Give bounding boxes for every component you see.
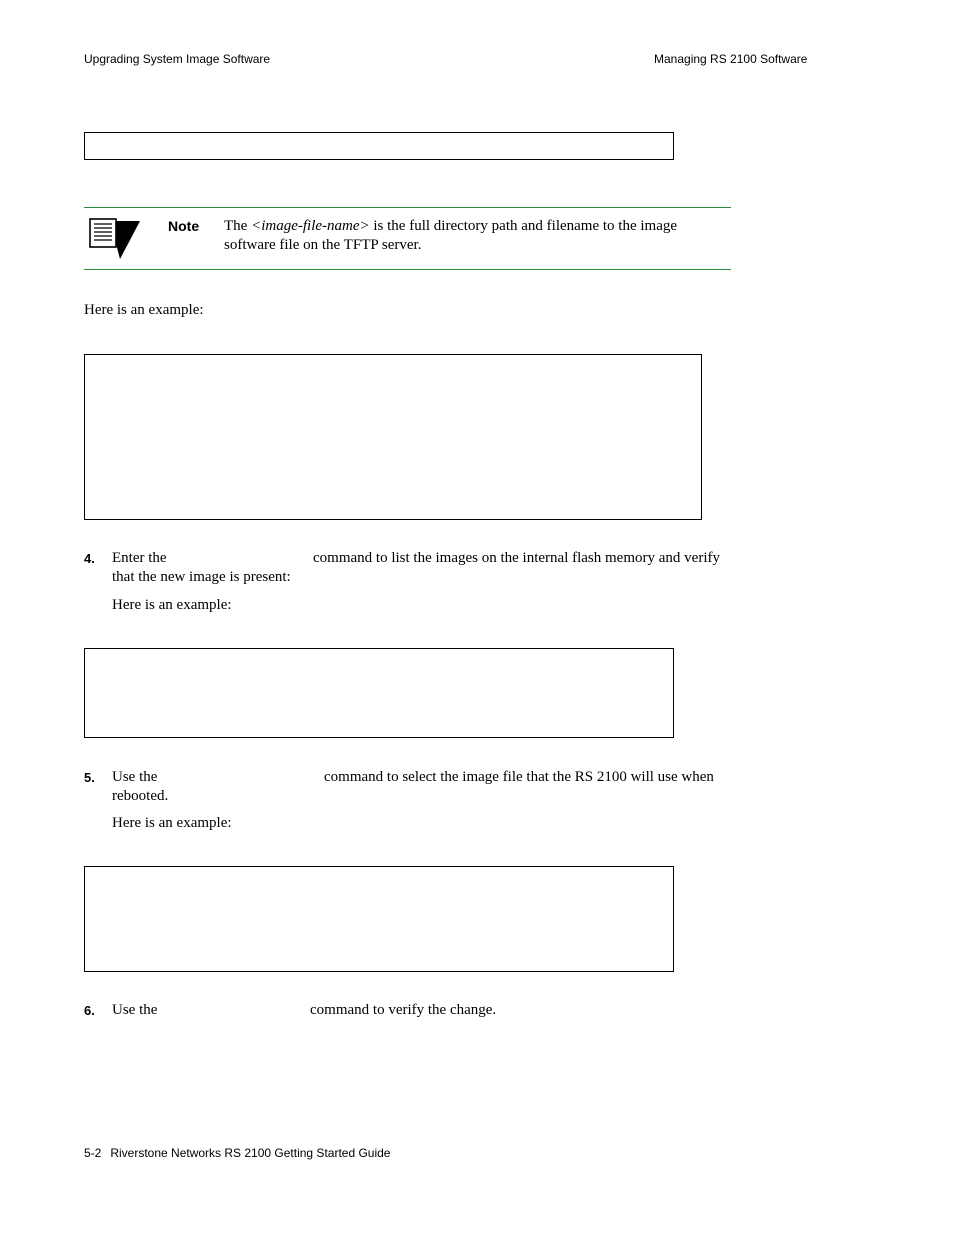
intro-example-text: Here is an example: (84, 302, 204, 318)
step-4-line2: that the new image is present: (112, 569, 291, 585)
footer-title: Riverstone Networks RS 2100 Getting Started Guide (110, 1146, 391, 1160)
step-4-text (112, 549, 732, 587)
example-code-box-2 (84, 648, 674, 738)
step-4-pre: Enter the (112, 550, 167, 566)
step-5-text (112, 768, 732, 806)
running-header-right: Managing RS 2100 Software (654, 52, 808, 66)
page-footer (84, 1146, 390, 1160)
note-top-rule (84, 207, 731, 208)
step-5-pre: Use the (112, 769, 158, 785)
step-5-line2: rebooted. (112, 788, 169, 804)
example-code-box-3 (84, 866, 674, 972)
step-4-post: command to list the images on the internal flash memory and verify (313, 550, 720, 566)
step-6-number: 6. (84, 1003, 95, 1018)
note-text-post: is the full directory path and filename to the image (369, 218, 678, 234)
running-header-left: Upgrading System Image Software (84, 52, 271, 66)
note-icon (86, 217, 142, 261)
note-text-pre: The (224, 218, 252, 234)
step-5-number: 5. (84, 770, 95, 785)
step-5-post: command to select the image file that the RS 2100 will use when (324, 769, 714, 785)
step-4-example-text: Here is an example: (112, 597, 232, 613)
note-text (224, 217, 724, 255)
step-5-example-text: Here is an example: (112, 815, 232, 831)
note-text-line2: software file on the TFTP server. (224, 237, 422, 253)
step-6-post: command to verify the change. (310, 1002, 497, 1018)
note-bottom-rule (84, 269, 731, 270)
step-4-number: 4. (84, 551, 95, 566)
note-label: Note (168, 218, 200, 234)
step-6-pre: Use the (112, 1002, 158, 1018)
footer-page-number: 5-2 (84, 1146, 102, 1160)
note-text-placeholder: <image-file-name> (251, 218, 370, 234)
syntax-code-box (84, 132, 674, 160)
step-6-text (112, 1001, 732, 1020)
example-code-box-1 (84, 354, 702, 520)
